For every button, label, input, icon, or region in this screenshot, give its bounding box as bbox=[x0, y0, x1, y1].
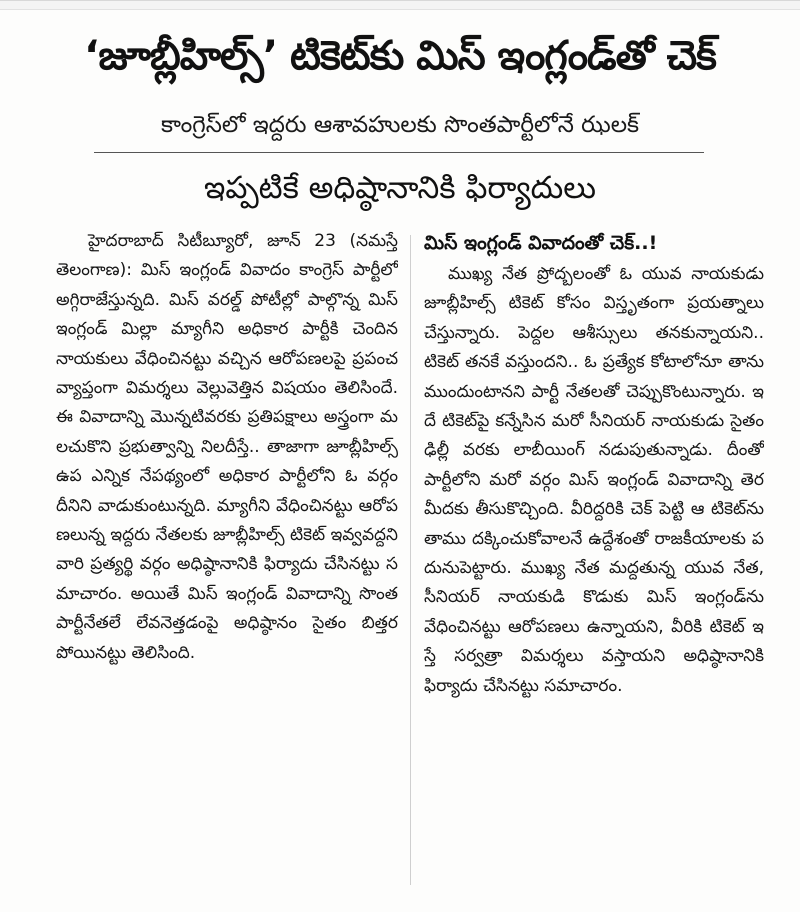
right-column bbox=[424, 227, 764, 895]
column-divider bbox=[410, 235, 411, 885]
left-body-text: మిస్ ఇంగ్లండ్ వివాదం కాంగ్రెస్ పార్టీలో అగ్గిరాజేస్తున్నది. మిస్ వరల్డ్ పోటీల్లో పాల్గొన్న మిస్ ఇంగ్లండ్ మిల్లా మ్యాగీని అధికార పార్టీకి చెందిన నాయకులు వేధించినట్టు వచ్చిన ఆరోపణలపై ప్రపంచవ్యాప్తంగా విమర్శలు వెల్లువెత్తిన విషయం తెలిసిందే. ఈ వివాదాన్ని మొన్నటివరకు ప్రతిపక్షాలు అస్త్రంగా మలచుకొని ప్రభుత్వాన్ని నిలదీస్తే.. తాజాగా జూబ్లీహిల్స్ ఉప ఎన్నిక నేపథ్యంలో అధికార పార్టీలోని ఓ వర్గం దీనిని వాడుకుంటున్నది. మ్యాగీని వేధించినట్టు ఆరోపణలున్న ఇద్దరు నేతలకు జూబ్లీహిల్స్ టికెట్ ఇవ్వవద్దని వారి ప్రత్యర్థి వర్గం అధిష్ఠానానికి ఫిర్యాదు చేసినట్టు సమాచారం. అయితే మిస్ ఇంగ్లండ్ వివాదాన్ని సొంత పార్టీనేతలే లేవనెత్తడంపై అధిష్ఠానం సైతం బిత్తరపోయినట్టు తెలిసింది. bbox=[56, 260, 398, 663]
top-border-strip bbox=[0, 1, 800, 10]
deck-line: ఇప్పటికే అధిష్ఠానానికి ఫిర్యాదులు bbox=[204, 170, 596, 206]
left-column bbox=[56, 227, 398, 895]
right-column-subtitle: మిస్ ఇంగ్లండ్ వివాదంతో చెక్..! bbox=[424, 232, 658, 254]
left-paragraph bbox=[56, 227, 398, 668]
subheadline: కాంగ్రెస్‌లో ఇద్దరు ఆశావహులకు సొంతపార్టీలోనే ఝలక్ bbox=[160, 112, 640, 138]
right-body-text: ముఖ్య నేత ప్రోద్బలంతో ఓ యువ నాయకుడు జూబ్లీహిల్స్ టికెట్ కోసం విస్తృతంగా ప్రయత్నాలు చేస్తున్నారు. పెద్దల ఆశీస్సులు తనకున్నాయని.. టికెట్ తనకే వస్తుందని.. ఓ ప్రత్యేక కోటాలోనూ తాను ముందుంటానని పార్టీ నేతలతో చెప్పుకొంటున్నారు. ఇదే టికెట్‌పై కన్నేసిన మరో సీనియర్ నాయకుడు సైతం ఢిల్లీ వరకు లాబీయింగ్ నడుపుతున్నాడు. దీంతో పార్టీలోని మరో వర్గం మిస్ ఇంగ్లండ్ వివాదాన్ని తెరమీదకు తీసుకొచ్చింది. వీరిద్దరికి చెక్ పెట్టి ఆ టికెట్‌ను తాము దక్కించుకోవాలనే ఉద్దేశంతో రాజకీయాలకు పదునుపెట్టారు. ముఖ్య నేత మద్దతున్న యువ నేత, సీనియర్ నాయకుడి కొడుకు మిస్ ఇంగ్లండ్‌ను వేధించినట్టు ఆరోపణలు ఉన్నాయని, వీరికి టికెట్ ఇస్తే సర్వత్రా విమర్శలు వస్తాయని అధిష్ఠానానికి ఫిర్యాదు చేసినట్టు సమాచారం. bbox=[424, 264, 764, 696]
headline-divider bbox=[94, 152, 704, 153]
dateline: హైదరాబాద్ సిటీబ్యూరో, జూన్ 23 (నమస్తే తెలంగాణ): bbox=[56, 231, 398, 281]
headline: ‘జూబ్లీహిల్స్’ టికెట్‌కు మిస్ ఇంగ్లండ్‌తో చెక్ bbox=[84, 33, 716, 79]
